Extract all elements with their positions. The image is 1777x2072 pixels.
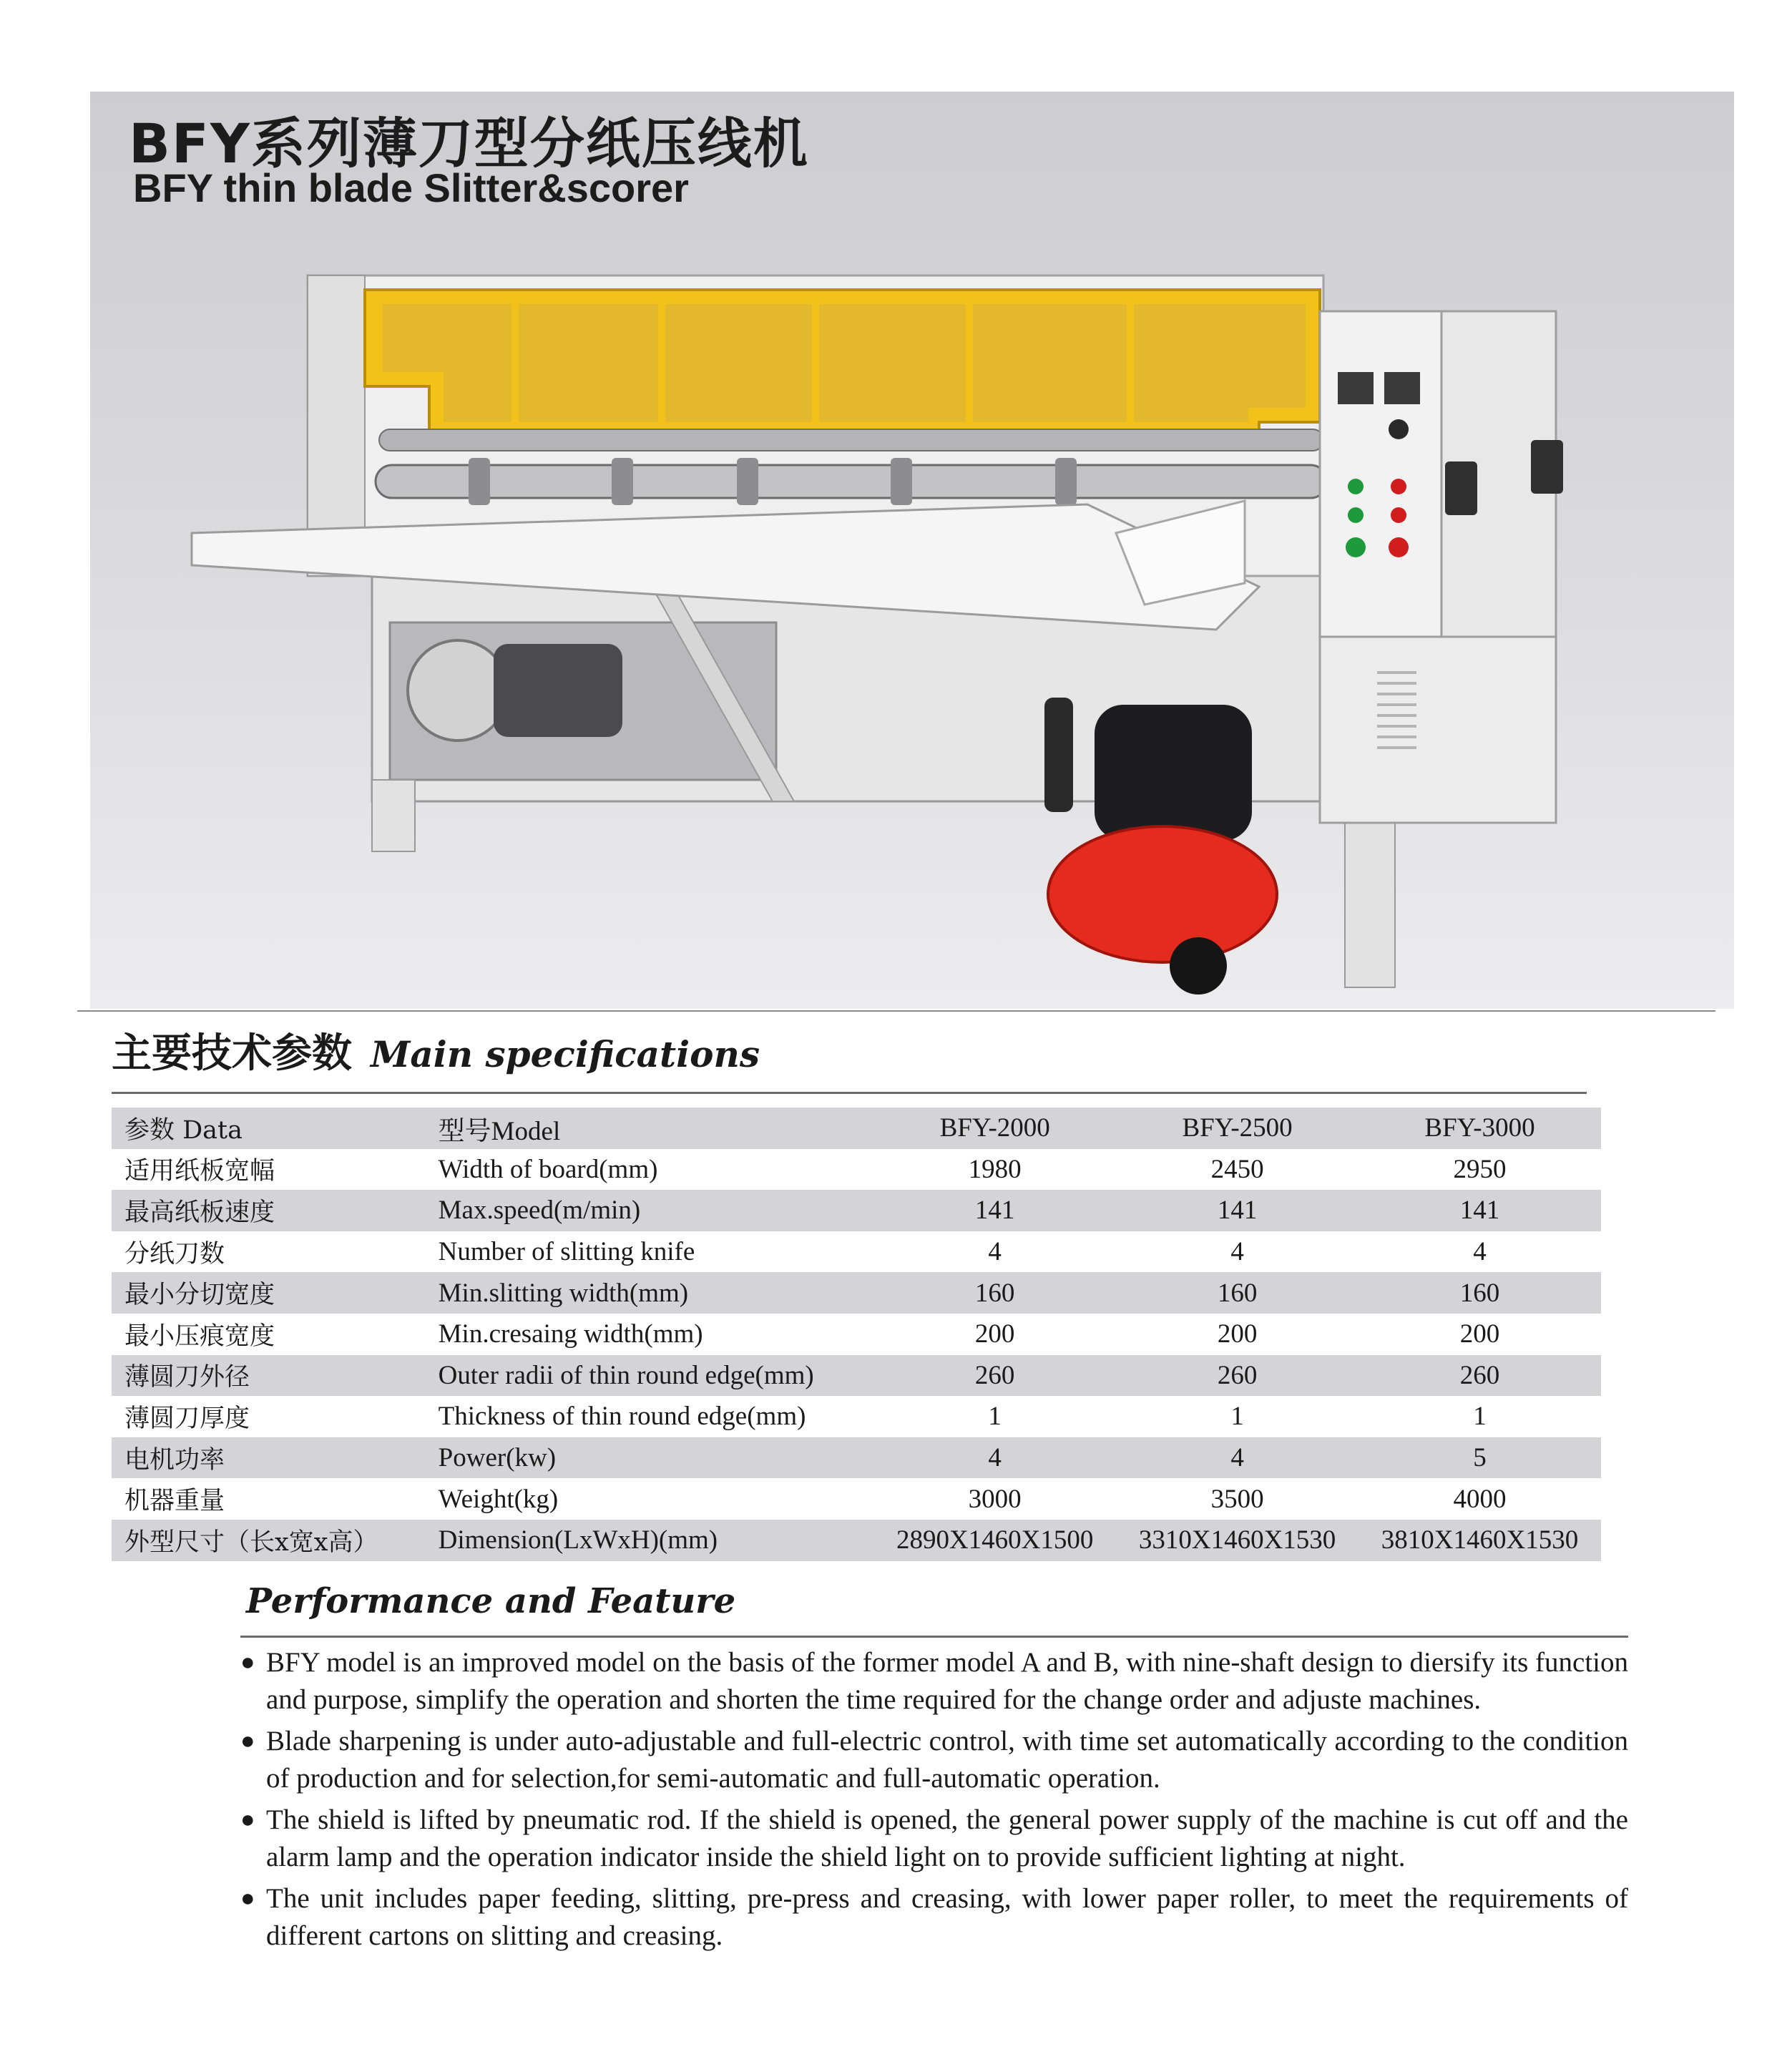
- row-value: 1980: [873, 1149, 1116, 1191]
- row-label-en: Thickness of thin round edge(mm): [434, 1396, 874, 1437]
- table-row: [112, 1437, 1601, 1479]
- page-title-cn: BFY系列薄刀型分纸压线机: [129, 112, 809, 175]
- control-cabinet: [1320, 311, 1441, 637]
- row-label-cn: 电机功率: [112, 1437, 434, 1479]
- row-label-cn: 最小分切宽度: [112, 1272, 434, 1314]
- row-value: 160: [1116, 1272, 1359, 1314]
- row-label-cn: 适用纸板宽幅: [112, 1149, 434, 1191]
- row-value: 5: [1359, 1437, 1601, 1479]
- table-header-row: [112, 1108, 1601, 1149]
- bullet-icon: ●: [240, 1885, 255, 1912]
- row-value: 260: [873, 1355, 1116, 1397]
- specs-heading: [112, 1022, 760, 1079]
- row-value: 3810X1460X1530: [1359, 1520, 1601, 1561]
- list-item: [240, 1644, 1628, 1719]
- side-handle-1: [1445, 461, 1477, 515]
- lower-shaft: [376, 465, 1327, 498]
- base-left-leg: [372, 780, 415, 851]
- row-value: 4: [873, 1437, 1116, 1479]
- row-label-cn: 薄圆刀外径: [112, 1355, 434, 1397]
- row-value: 141: [873, 1190, 1116, 1231]
- side-handle-2: [1531, 440, 1563, 494]
- header-model-1: BFY-2000: [873, 1108, 1116, 1149]
- row-label-cn: 机器重量: [112, 1478, 434, 1520]
- row-label-cn: 最小压痕宽度: [112, 1314, 434, 1355]
- row-label-cn: 外型尺寸（长x宽x高）: [112, 1520, 434, 1561]
- row-value: 160: [873, 1272, 1116, 1314]
- row-value: 4: [873, 1231, 1116, 1273]
- row-value: 1: [873, 1396, 1116, 1437]
- feature-text: Blade sharpening is under auto-adjustable and full-electric control, with time set automatically according to the condition of production and for selection,for semi-automatic and full-automatic operation.: [266, 1726, 1628, 1794]
- compressor-handle: [1044, 698, 1073, 812]
- row-value: 2450: [1116, 1149, 1359, 1191]
- row-label-en: Number of slitting knife: [434, 1231, 874, 1273]
- list-item: [240, 1802, 1628, 1876]
- feature-text: BFY model is an improved model on the basis of the former model A and B, with nine-shaft design to diersify its function and purpose, simplify the operation and shorten the time required for the change order and adjuste machines.: [266, 1647, 1628, 1715]
- table-row: [112, 1520, 1601, 1561]
- row-label-en: Outer radii of thin round edge(mm): [434, 1355, 874, 1397]
- row-label-en: Weight(kg): [434, 1478, 874, 1520]
- row-label-en: Max.speed(m/min): [434, 1190, 874, 1231]
- list-item: [240, 1880, 1628, 1955]
- display-meter-1: [1338, 372, 1374, 404]
- performance-heading: Performance and Feature: [246, 1581, 736, 1621]
- motor-fan: [408, 640, 508, 741]
- row-value: 4000: [1359, 1478, 1601, 1520]
- row-label-cn: 分纸刀数: [112, 1231, 434, 1273]
- performance-heading-rule: [240, 1636, 1628, 1638]
- row-label-en: Min.slitting width(mm): [434, 1272, 874, 1314]
- upper-shaft: [379, 429, 1323, 451]
- row-value: 200: [1116, 1314, 1359, 1355]
- row-label-en: Min.cresaing width(mm): [434, 1314, 874, 1355]
- table-row: [112, 1272, 1601, 1314]
- table-row: [112, 1231, 1601, 1273]
- header-model-2: BFY-2500: [1116, 1108, 1359, 1149]
- compressor-head: [1095, 705, 1252, 841]
- bullet-icon: ●: [240, 1807, 255, 1833]
- row-value: 3500: [1116, 1478, 1359, 1520]
- table-row: [112, 1355, 1601, 1397]
- row-value: 4: [1116, 1231, 1359, 1273]
- row-value: 1: [1116, 1396, 1359, 1437]
- row-value: 2890X1460X1500: [873, 1520, 1116, 1561]
- row-value: 3000: [873, 1478, 1116, 1520]
- feature-text: The shield is lifted by pneumatic rod. If the shield is opened, the general power supply of the machine is cut off and the alarm lamp and the operation indicator inside the shield light on to provide sufficient lighting at night.: [266, 1804, 1628, 1872]
- table-row: [112, 1478, 1601, 1520]
- row-label-en: Power(kw): [434, 1437, 874, 1479]
- list-item: [240, 1723, 1628, 1797]
- bullet-icon: ●: [240, 1728, 255, 1754]
- row-value: 3310X1460X1530: [1116, 1520, 1359, 1561]
- row-value: 141: [1359, 1190, 1601, 1231]
- table-row: [112, 1190, 1601, 1231]
- motor: [494, 644, 622, 737]
- header-data-cell: 参数 Data: [112, 1108, 434, 1149]
- bullet-icon: ●: [240, 1649, 255, 1676]
- feature-list: [240, 1644, 1628, 1959]
- specs-heading-rule: [112, 1092, 1587, 1094]
- row-value: 1: [1359, 1396, 1601, 1437]
- row-label-cn: 薄圆刀厚度: [112, 1396, 434, 1437]
- table-row: [112, 1314, 1601, 1355]
- specs-table: [112, 1108, 1601, 1561]
- top-divider: [77, 1010, 1715, 1012]
- row-label-en: Width of board(mm): [434, 1149, 874, 1191]
- guard-glass: [383, 304, 1306, 422]
- row-value: 200: [1359, 1314, 1601, 1355]
- row-value: 141: [1116, 1190, 1359, 1231]
- specs-heading-en: Main specifications: [371, 1033, 760, 1075]
- row-label-cn: 最高纸板速度: [112, 1190, 434, 1231]
- row-value: 4: [1359, 1231, 1601, 1273]
- row-label-en: Dimension(LxWxH)(mm): [434, 1520, 874, 1561]
- row-value: 260: [1359, 1355, 1601, 1397]
- table-row: [112, 1396, 1601, 1437]
- header-model-cell: 型号Model: [434, 1108, 874, 1149]
- compressor-wheel: [1170, 937, 1227, 995]
- specs-heading-cn: 主要技术参数: [112, 1030, 352, 1077]
- row-value: 4: [1116, 1437, 1359, 1479]
- header-model-3: BFY-3000: [1359, 1108, 1601, 1149]
- row-value: 260: [1116, 1355, 1359, 1397]
- table-row: [112, 1149, 1601, 1191]
- feature-text: The unit includes paper feeding, slitting, pre-press and creasing, with lower paper roller, to meet the requirements of different cartons on slitting and creasing.: [266, 1883, 1628, 1951]
- row-value: 200: [873, 1314, 1116, 1355]
- row-value: 2950: [1359, 1149, 1601, 1191]
- speed-knob: [1389, 419, 1409, 439]
- row-value: 160: [1359, 1272, 1601, 1314]
- lower-cabinet: [1320, 637, 1556, 823]
- display-meter-2: [1384, 372, 1420, 404]
- page-title-en: BFY thin blade Slitter&scorer: [133, 165, 689, 210]
- compressor-tank: [1048, 826, 1277, 962]
